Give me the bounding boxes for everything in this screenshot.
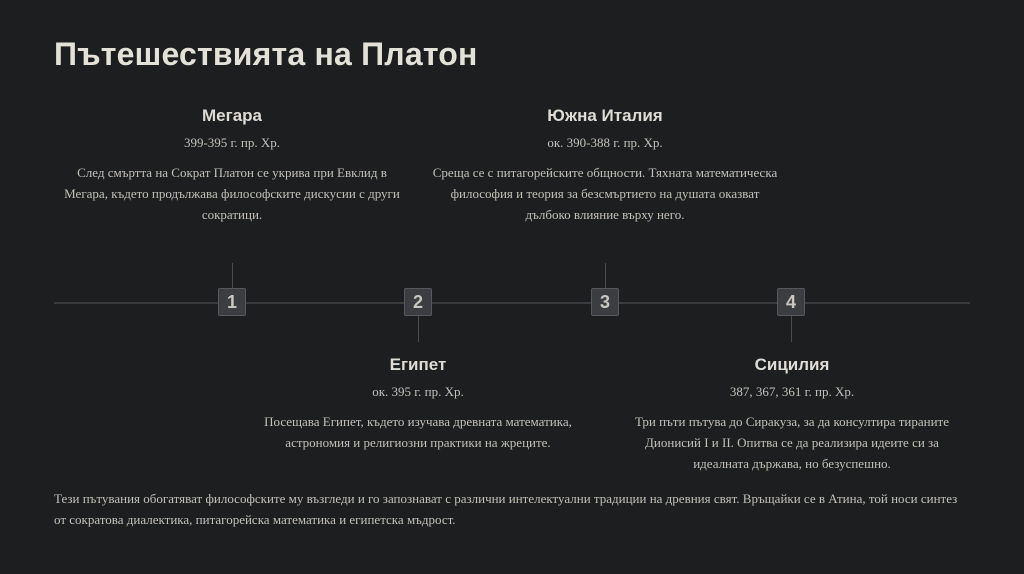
timeline-connector bbox=[232, 263, 233, 289]
timeline-marker-1: 1 bbox=[218, 288, 246, 316]
event-egypt bbox=[242, 355, 594, 453]
event-sicily bbox=[616, 355, 968, 474]
event-description: След смъртта на Сократ Платон се укрива при Евклид в Мегара, където продължава философските дискусии с други сократици. bbox=[64, 165, 400, 222]
timeline-axis bbox=[54, 302, 970, 304]
event-date: ок. 395 г. пр. Хр. bbox=[372, 384, 464, 399]
event-title: Южна Италия bbox=[547, 106, 663, 125]
event-title: Мегара bbox=[202, 106, 262, 125]
timeline-connector bbox=[791, 316, 792, 342]
event-title: Египет bbox=[389, 355, 447, 374]
event-description: Три пъти пътува до Сиракуза, за да консултира тираните Дионисий I и II. Опитва се да реализира идеите си за идеалната държава, но безуспешно. bbox=[634, 414, 950, 471]
event-megara bbox=[56, 106, 408, 225]
timeline-connector bbox=[605, 263, 606, 289]
summary-paragraph: Тези пътувания обогатяват философските му възгледи и го запознават с различни интелектуални традиции на древния свят. Връщайки се в Атина, той носи синтез от сократова диалектика, питагорейска математика и египетска мъдрост. bbox=[54, 491, 958, 527]
timeline-marker-3: 3 bbox=[591, 288, 619, 316]
timeline-marker-2: 2 bbox=[404, 288, 432, 316]
event-date: 387, 367, 361 г. пр. Хр. bbox=[729, 384, 855, 399]
timeline-connector bbox=[418, 316, 419, 342]
event-description: Посещава Египет, където изучава древната математика, астрономия и религиозни практики на жреците. bbox=[264, 414, 572, 450]
event-description: Среща се с питагорейските общности. Тяхната математическа философия и теория за безсмъртието на душата оказват дълбоко влияние върху него. bbox=[432, 165, 778, 222]
page-title: Пътешествията на Платон bbox=[54, 36, 478, 72]
event-date: 399-395 г. пр. Хр. bbox=[183, 135, 281, 150]
timeline-marker-4: 4 bbox=[777, 288, 805, 316]
event-date: ок. 390-388 г. пр. Хр. bbox=[547, 135, 663, 150]
event-south-italy bbox=[429, 106, 781, 225]
event-title: Сицилия bbox=[754, 355, 830, 374]
